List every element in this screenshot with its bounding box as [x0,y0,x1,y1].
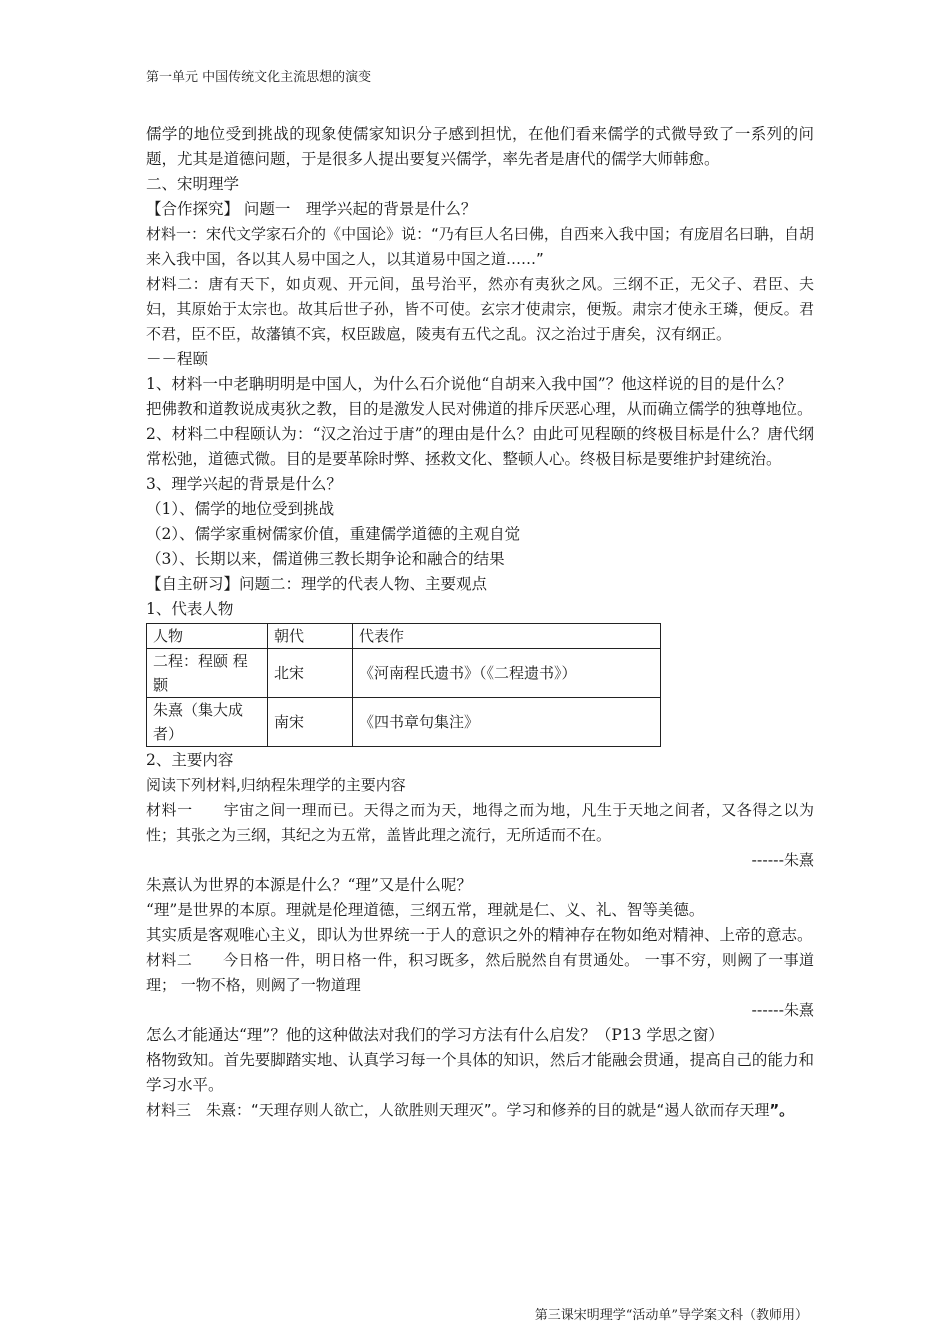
answer-1: 把佛教和道教说成夷狄之教，目的是激发人民对佛道的排斥厌恶心理，从而确立儒学的独尊地位。 [146,400,813,418]
question-3: 3、理学兴起的背景是什么？ [146,475,342,493]
table-header-row [147,624,661,649]
table-row [147,649,661,698]
zhu-material-two: 材料二 今日格一件，明日格一件，积习既多，然后脱然自有贯通处。 一事不穷，则阙了一事道理； 一物不格，则阙了一物道理 [146,951,814,994]
question-one-heading: 【合作探究】 问题一 理学兴起的背景是什么？ [146,200,477,218]
table-cell: 《四书章句集注》 [353,698,661,747]
zhu-attribution-one: ------朱熹 [751,851,814,869]
zhu-material-three-end: ”。 [769,1101,795,1119]
zhu-material-three [146,1098,814,1123]
table-header-cell: 朝代 [268,624,353,649]
zhu-attribution-two: ------朱熹 [751,1001,814,1019]
representatives-table [146,623,661,747]
table-cell: 二程：程颐 程颢 [147,649,268,698]
material-two: 材料二：唐有天下，如贞观、开元间，虽号治平，然亦有夷狄之风。三纲不正，无父子、君臣、夫妇，其原始于太宗也。故其后世子孙，皆不可使。玄宗才使肃宗，便叛。肃宗才使永王璘，便反。君不君，臣不臣，故藩镇不宾，权臣跋扈，陵夷有五代之乱。汉之治过于唐矣，汉有纲正。 [146,275,814,343]
material-two-attribution: －－程颐 [146,350,209,368]
table-cell: 《河南程氏遗书》（《二程遗书》） [353,649,661,698]
zhu-question-one: 朱熹认为世界的本源是什么？“理”又是什么呢？ [146,876,472,894]
subheading-representatives: 1、代表人物 [146,600,234,618]
question-1: 1、材料一中老聃明明是中国人，为什么石介说他“自胡来入我中国”？他这样说的目的是什么？ [146,375,792,393]
zhu-question-two: 怎么才能通达“理”？他的这种做法对我们的学习方法有什么启发？（P13 学思之窗） [146,1026,724,1044]
zhu-answer-one: “理”是世界的本原。理就是伦理道德，三纲五常，理就是仁、义、礼、智等美德。 [146,901,705,919]
answer-3-item-1: （1）、儒学的地位受到挑战 [146,500,335,518]
reading-instruction: 阅读下列材料,归纳程朱理学的主要内容 [146,776,406,794]
material-one: 材料一：宋代文学家石介的《中国论》说：“乃有巨人名曰佛，自西来入我中国；有庞眉名曰聃，自胡来入我中国，各以其人易中国之人，以其道易中国之道……” [146,225,814,268]
zhu-answer-two: 格物致知。首先要脚踏实地、认真学习每一个具体的知识，然后才能融会贯通，提高自己的能力和学习水平。 [146,1051,814,1094]
table-row [147,698,661,747]
zhu-answer-essence: 其实质是客观唯心主义，即认为世界统一于人的意识之外的精神存在物如绝对精神、上帝的意志。 [146,926,813,944]
page-footer: 第三课宋明理学“活动单”导学案文科（教师用） [534,1308,808,1323]
paragraph-intro: 儒学的地位受到挑战的现象使儒家知识分子感到担忧，在他们看来儒学的式微导致了一系列的问题，尤其是道德问题，于是很多人提出要复兴儒学，率先者是唐代的儒学大师韩愈。 [146,125,814,168]
zhu-material-three-text: 材料三 朱熹：“天理存则人欲亡，人欲胜则天理灭”。学习和修养的目的就是“遏人欲而存天理 [146,1101,770,1119]
table-cell: 南宋 [268,698,353,747]
subheading-content: 2、主要内容 [146,751,234,769]
table-header-cell: 人物 [147,624,268,649]
question-answer-2: 2、材料二中程颐认为：“汉之治过于唐”的理由是什么？由此可见程颐的终极目标是什么？唐代纲常松弛，道德式微。目的是要革除时弊、拯救文化、整顿人心。终极目标是要维护封建统治。 [146,425,814,468]
zhu-material-one: 材料一 宇宙之间一理而已。天得之而为天，地得之而为地，凡生于天地之间者，又各得之以为性；其张之为三纲，其纪之为五常，盖皆此理之流行，无所适而不在。 [146,801,814,844]
answer-3-item-3: （3）、长期以来，儒道佛三教长期争论和融合的结果 [146,550,505,568]
table-cell: 朱熹（集大成者） [147,698,268,747]
page-header: 第一单元 中国传统文化主流思想的演变 [146,70,372,85]
answer-3-item-2: （2）、儒学家重树儒家价值，重建儒学道德的主观自觉 [146,525,521,543]
question-two-heading: 【自主研习】问题二：理学的代表人物、主要观点 [146,575,488,593]
document-body [146,122,814,1123]
section-heading: 二、宋明理学 [146,175,240,193]
table-cell: 北宋 [268,649,353,698]
table-header-cell: 代表作 [353,624,661,649]
